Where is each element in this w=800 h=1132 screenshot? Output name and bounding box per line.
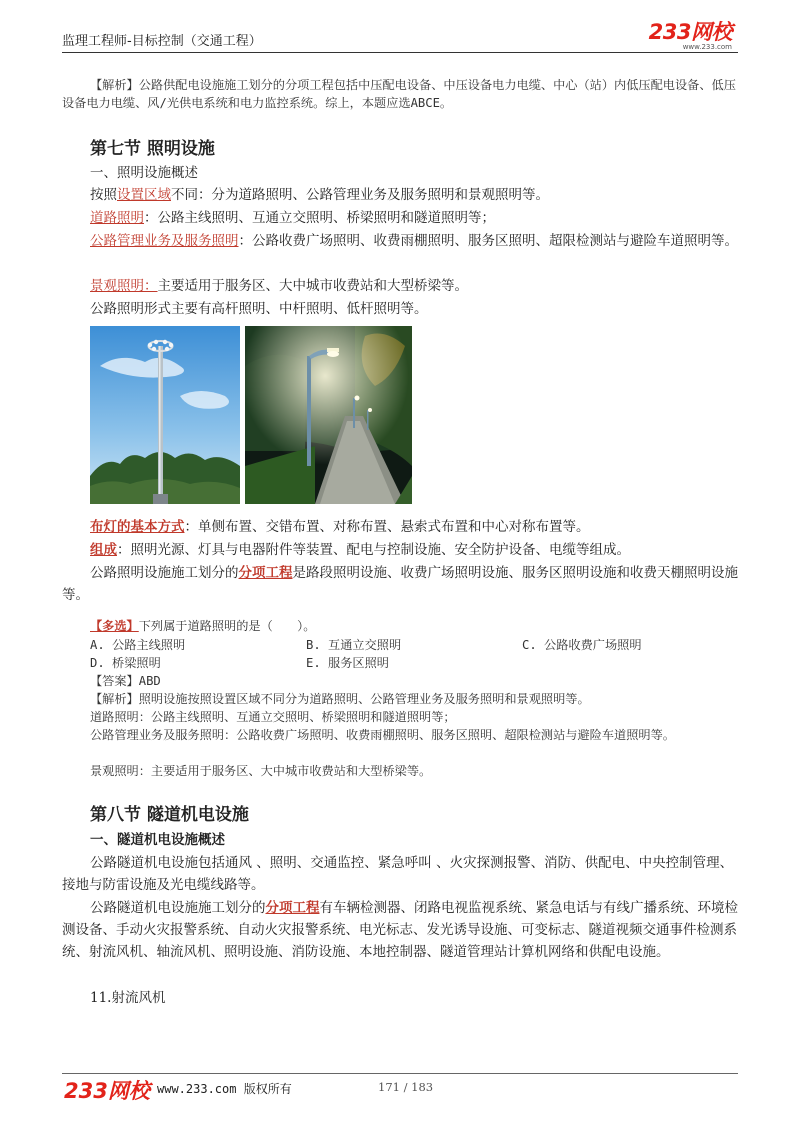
para-service-lighting [62,230,738,252]
section-8-subtitle: 一、隧道机电设施概述 [90,832,225,848]
option-c[interactable]: C. 公路收费广场照明 [522,638,642,652]
para-composition [90,539,738,561]
analysis-intro-text: 公路供配电设施施工划分的分项工程包括中压配电设备、中压设备电力电缆、中心（站）内低压配电设备、低压设备电力电缆、风/光供电系统和电力监控系统。综上，本题应选ABCE。 [62,78,736,110]
header-divider [62,52,738,53]
document-title: 监理工程师-目标控制（交通工程） [62,34,262,49]
para-subitem-lighting [62,562,738,606]
option-d[interactable]: D. 桥梁照明 [90,656,161,670]
footer-divider [62,1073,738,1074]
keyword-composition: 组成 [90,542,117,558]
section-8-title: 第八节 隧道机电设施 [90,805,249,825]
para-tunnel-subitems [62,897,738,963]
option-e[interactable]: E. 服务区照明 [306,656,389,670]
page-number: 171 / 183 [378,1080,434,1094]
p10-post: 有车辆检测器、闭路电视监视系统、紧急电话与有线广播系统、环境检测设备、手动火灾报警系统、自动火灾报警系统、电光标志、发光诱导设施、可变标志、隧道视频交通事件检测系统、射流风机、轴流风机、照明设施、消防设施、本地控制器、隧道管理站计算机网络和供配电设施。 [62,900,738,960]
para-tunnel-facilities: 公路隧道机电设施包括通风 、照明、交通监控、紧急呼叫 、火灾探测报警、消防、供配电、中央控制管理、接地与防雷设施及光电缆线路等。 [62,855,734,893]
p6-post: ：单侧布置、交错布置、对称布置、悬索式布置和中心对称布置等。 [184,519,590,535]
keyword-arrangement: 布灯的基本方式 [90,519,185,535]
section-7-title: 第七节 照明设施 [90,139,215,159]
p1-post: 不同：分为道路照明、公路管理业务及服务照明和景观照明等。 [171,187,549,203]
para-arrangement [90,516,738,538]
option-b[interactable]: B. 互通立交照明 [306,638,402,652]
brand-logo [649,22,732,51]
p2-post: ：公路主线照明、互通立交照明、桥梁照明和隧道照明等； [144,210,495,226]
analysis-intro [62,76,738,112]
para-landscape-lighting [90,275,738,297]
p8-post: 是路段照明设施、收费广场照明设施、服务区照明设施和收费天棚照明设施等。 [62,565,738,603]
footer-logo: 233网校 [64,1079,150,1103]
p1-pre: 按照 [90,187,117,203]
answer-line: 【答案】ABD [90,674,161,688]
question-text: 下列属于道路照明的是（ ）。 [138,619,316,633]
footer-copyright: www.233.com 版权所有 [157,1082,292,1096]
p8-pre: 公路照明设施施工划分的 [90,565,239,581]
keyword-road-lighting: 道路照明 [90,210,144,226]
p10-pre: 公路隧道机电设施施工划分的 [90,900,266,916]
photo-night-street-lamp [245,326,412,504]
keyword-subitem-1: 分项工程 [238,565,293,581]
para-setting-area [90,184,738,206]
analysis-2-tag: 【解析】 [90,692,139,706]
question-stem [90,617,738,635]
analysis-2-line-4: 景观照明：主要适用于服务区、大中城市收费站和大型桥梁等。 [90,764,432,778]
photo-high-mast-lighting [90,326,240,504]
question-options [90,636,738,672]
p3-post: ：公路收费广场照明、收费雨棚照明、服务区照明、超限检测站与避险车道照明等。 [238,233,738,249]
para-jet-fan: 11.射流风机 [90,990,166,1006]
para-lighting-forms: 公路照明形式主要有高杆照明、中杆照明、低杆照明等。 [90,301,428,317]
keyword-setting-area: 设置区域 [117,187,171,203]
section-7-subtitle: 一、照明设施概述 [90,165,198,181]
p4-post: 主要适用于服务区、大中城市收费站和大型桥梁等。 [157,278,468,294]
logo-main-text: 233网校 [648,20,732,44]
para-road-lighting [90,207,738,229]
option-a[interactable]: A. 公路主线照明 [90,638,186,652]
keyword-landscape-lighting: 景观照明： [90,278,158,294]
logo-sub-text: www.233.com [682,43,732,51]
analysis-2-line-2: 道路照明：公路主线照明、互通立交照明、桥梁照明和隧道照明等； [90,710,456,724]
analysis-2-text: 照明设施按照设置区域不同分为道路照明、公路管理业务及服务照明和景观照明等。 [138,692,590,706]
analysis-2-line-3: 公路管理业务及服务照明：公路收费广场照明、收费雨棚照明、服务区照明、超限检测站与避险车道照明等。 [90,728,675,742]
analysis-2 [90,690,738,708]
keyword-subitem-2: 分项工程 [265,900,320,916]
question-tag: 【多选】 [90,619,139,633]
analysis-tag: 【解析】 [90,78,139,92]
keyword-service-lighting: 公路管理业务及服务照明 [90,233,239,249]
p7-post: ：照明光源、灯具与电器附件等装置、配电与控制设施、安全防护设备、电缆等组成。 [117,542,630,558]
